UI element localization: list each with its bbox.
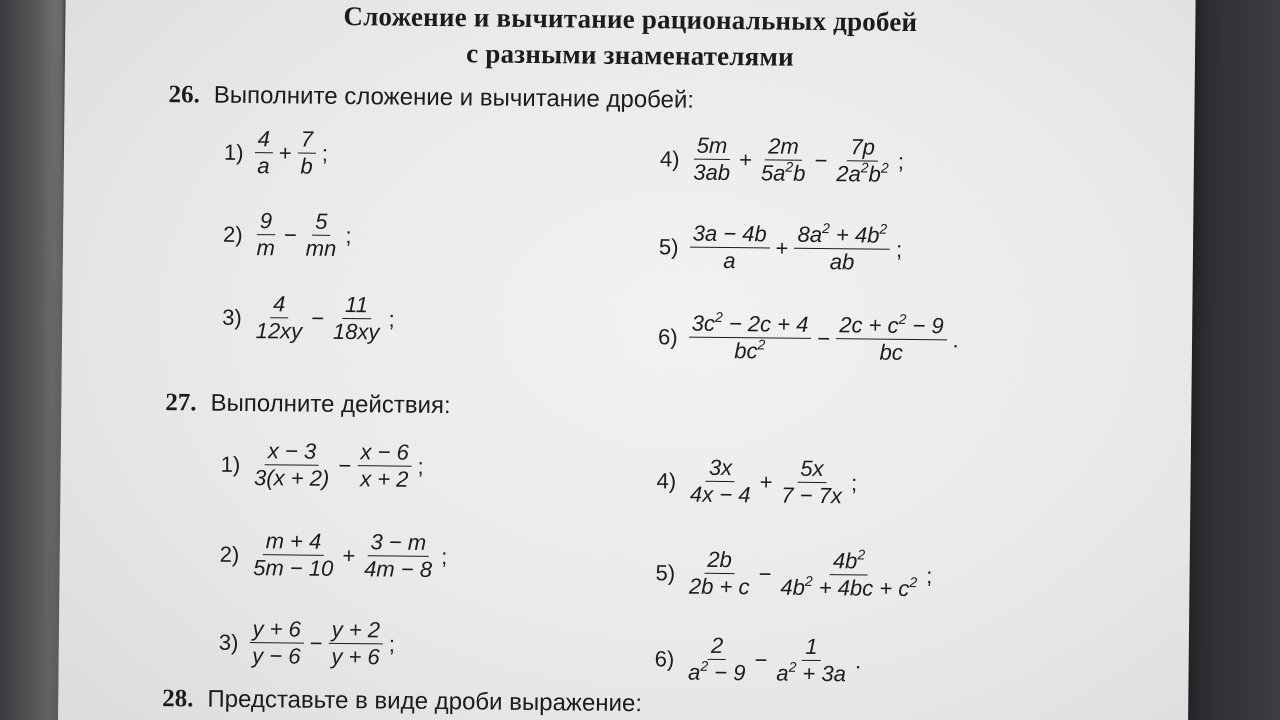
- task-27-item-5: [655, 546, 932, 602]
- fraction-denominator: 3(x + 2): [253, 465, 330, 491]
- fraction: [357, 439, 412, 493]
- fraction: [688, 308, 811, 365]
- fraction-denominator: 18xy: [332, 318, 380, 345]
- fraction: [249, 616, 304, 670]
- textbook-page: [58, 0, 1196, 720]
- task-27-number: 27.: [165, 389, 197, 417]
- fraction-denominator: $2a^2b^2$: [836, 159, 889, 187]
- punctuation: .: [854, 647, 862, 673]
- item-number: 1): [223, 139, 244, 165]
- item-number: 1): [220, 451, 241, 477]
- fraction-numerator: 3 − m: [367, 529, 429, 557]
- fraction-numerator: 5m: [694, 133, 731, 160]
- fraction-denominator: mn: [305, 235, 337, 261]
- fraction: [777, 548, 920, 602]
- operator: −: [283, 221, 297, 248]
- fraction-denominator: 4x − 4: [689, 481, 751, 508]
- fraction-numerator: 7: [298, 127, 317, 154]
- fraction-denominator: a: [257, 153, 270, 179]
- fraction-denominator: y − 6: [252, 643, 301, 669]
- punctuation: ;: [388, 305, 395, 332]
- item-number: 2): [222, 221, 243, 247]
- fraction-denominator: a: [723, 247, 736, 274]
- fraction-numerator: 2: [708, 633, 727, 660]
- fraction-denominator: 4m − 8: [364, 556, 433, 582]
- operator: −: [817, 325, 831, 351]
- fraction-numerator: $8a^2 + 4b^2$: [794, 222, 890, 250]
- fraction-numerator: 1: [802, 634, 821, 661]
- fraction-numerator: 4: [270, 291, 289, 318]
- fraction: [297, 127, 316, 180]
- task-26-item-3: [222, 291, 395, 346]
- fraction-numerator: 4: [255, 126, 274, 153]
- punctuation: ;: [417, 453, 424, 479]
- operator: +: [759, 468, 773, 495]
- task-27-text: Выполните действия:: [210, 389, 451, 420]
- fraction: [253, 291, 306, 345]
- item-number: 4): [656, 467, 677, 494]
- punctuation: ;: [850, 469, 858, 495]
- task-26-item-1: [224, 126, 329, 180]
- fraction-denominator: m: [256, 235, 275, 261]
- operator: −: [311, 305, 325, 331]
- operator: +: [342, 542, 356, 568]
- fraction-denominator: $a^2 + 3a$: [776, 658, 847, 687]
- fraction-numerator: 2b: [704, 547, 735, 574]
- fraction: [303, 209, 340, 262]
- fraction: [685, 633, 749, 687]
- operator: −: [758, 560, 772, 587]
- fraction-numerator: 2m: [765, 133, 802, 160]
- fraction-numerator: $3c^2 - 2c + 4$: [689, 311, 812, 339]
- item-number: 3): [218, 629, 239, 655]
- punctuation: ;: [388, 631, 396, 657]
- fraction-numerator: 3a − 4b: [690, 221, 770, 249]
- fraction-numerator: 9: [257, 208, 276, 235]
- item-number: 5): [658, 233, 679, 260]
- fraction: [773, 634, 849, 688]
- task-26-number: 26.: [168, 81, 200, 109]
- item-number: 4): [659, 145, 680, 172]
- operator: −: [309, 630, 323, 656]
- task-28-number: 28.: [162, 685, 194, 713]
- fraction: [690, 133, 733, 186]
- task-27-item-3: [219, 616, 396, 671]
- item-number: 2): [219, 541, 240, 567]
- punctuation: ;: [441, 543, 448, 569]
- fraction-denominator: $5a^2b$: [760, 158, 806, 186]
- task-27-item-2: [219, 528, 447, 583]
- fraction: [253, 208, 278, 261]
- task-27-item-1: [220, 438, 424, 493]
- fraction-denominator: bc: [879, 339, 903, 365]
- operator: +: [775, 235, 789, 261]
- fraction-numerator: y + 2: [329, 617, 384, 645]
- fraction-numerator: m + 4: [263, 528, 325, 556]
- fraction-denominator: x + 2: [360, 466, 409, 492]
- page-title-line2: с разными знаменателями: [466, 38, 794, 72]
- fraction-numerator: $2c + c^2 - 9$: [836, 312, 947, 340]
- fraction-denominator: 12xy: [255, 318, 303, 344]
- fraction: [689, 221, 770, 275]
- fraction-denominator: ab: [829, 249, 855, 275]
- punctuation: ;: [345, 222, 352, 248]
- fraction: [251, 438, 333, 492]
- operator: −: [754, 646, 768, 672]
- punctuation: ;: [926, 562, 933, 588]
- operator: +: [278, 139, 292, 165]
- fraction: [794, 222, 890, 276]
- item-number: 3): [222, 304, 242, 330]
- fraction: [250, 528, 337, 582]
- operator: −: [338, 452, 352, 478]
- fraction-numerator: 7p: [847, 134, 878, 161]
- task-27-item-4: [656, 454, 857, 509]
- fraction: [254, 126, 273, 179]
- punctuation: ;: [895, 236, 903, 262]
- fraction-denominator: 5m − 10: [253, 555, 334, 581]
- page-title-line1: Сложение и вычитание рациональных дробей: [343, 0, 918, 38]
- punctuation: .: [952, 326, 959, 352]
- fraction-numerator: x − 3: [265, 438, 320, 466]
- fraction: [778, 456, 845, 510]
- fraction-denominator: $a^2 - 9$: [687, 657, 746, 686]
- fraction-denominator: $4b^2 + 4bc + c^2$: [780, 572, 918, 601]
- task-26-item-4: [660, 132, 905, 188]
- fraction-denominator: 7 − 7x: [781, 482, 843, 509]
- fraction-numerator: x − 6: [357, 439, 412, 467]
- item-number: 6): [654, 645, 675, 671]
- punctuation: ;: [321, 140, 329, 166]
- fraction-numerator: 5x: [797, 456, 827, 483]
- fraction: [687, 455, 754, 509]
- fraction-numerator: 5: [312, 209, 331, 236]
- fraction: [758, 133, 809, 187]
- fraction-denominator: b: [300, 153, 313, 179]
- task-28-heading: [162, 685, 642, 718]
- item-number: 6): [657, 323, 678, 350]
- fraction-numerator: 11: [342, 292, 371, 319]
- punctuation: ;: [897, 148, 905, 174]
- fraction-denominator: y + 6: [331, 643, 380, 670]
- task-28-text: Представьте в виде дроби выражение:: [207, 685, 643, 718]
- fraction-numerator: 3x: [706, 455, 736, 482]
- task-26-item-2: [223, 208, 352, 262]
- fraction: [833, 134, 892, 188]
- fraction-denominator: $bc^2$: [734, 336, 766, 364]
- task-27-item-6: [654, 632, 861, 687]
- task-26-heading: [168, 81, 694, 115]
- fraction-numerator: y + 6: [249, 616, 304, 644]
- fraction-denominator: 3ab: [693, 159, 731, 186]
- fraction: [836, 312, 947, 366]
- task-27-heading: [165, 389, 451, 420]
- fraction-denominator: 2b + c: [688, 573, 750, 600]
- operator: +: [739, 146, 753, 172]
- item-number: 5): [655, 559, 676, 585]
- task-26-text: Выполните сложение и вычитание дробей:: [213, 81, 695, 114]
- operator: −: [814, 147, 828, 173]
- fraction: [330, 292, 383, 346]
- fraction-numerator: $4b^2$: [830, 548, 869, 575]
- fraction: [328, 617, 383, 671]
- task-26-item-6: [658, 310, 959, 366]
- task-26-item-5: [659, 220, 903, 276]
- fraction: [686, 547, 753, 601]
- fraction: [361, 529, 435, 583]
